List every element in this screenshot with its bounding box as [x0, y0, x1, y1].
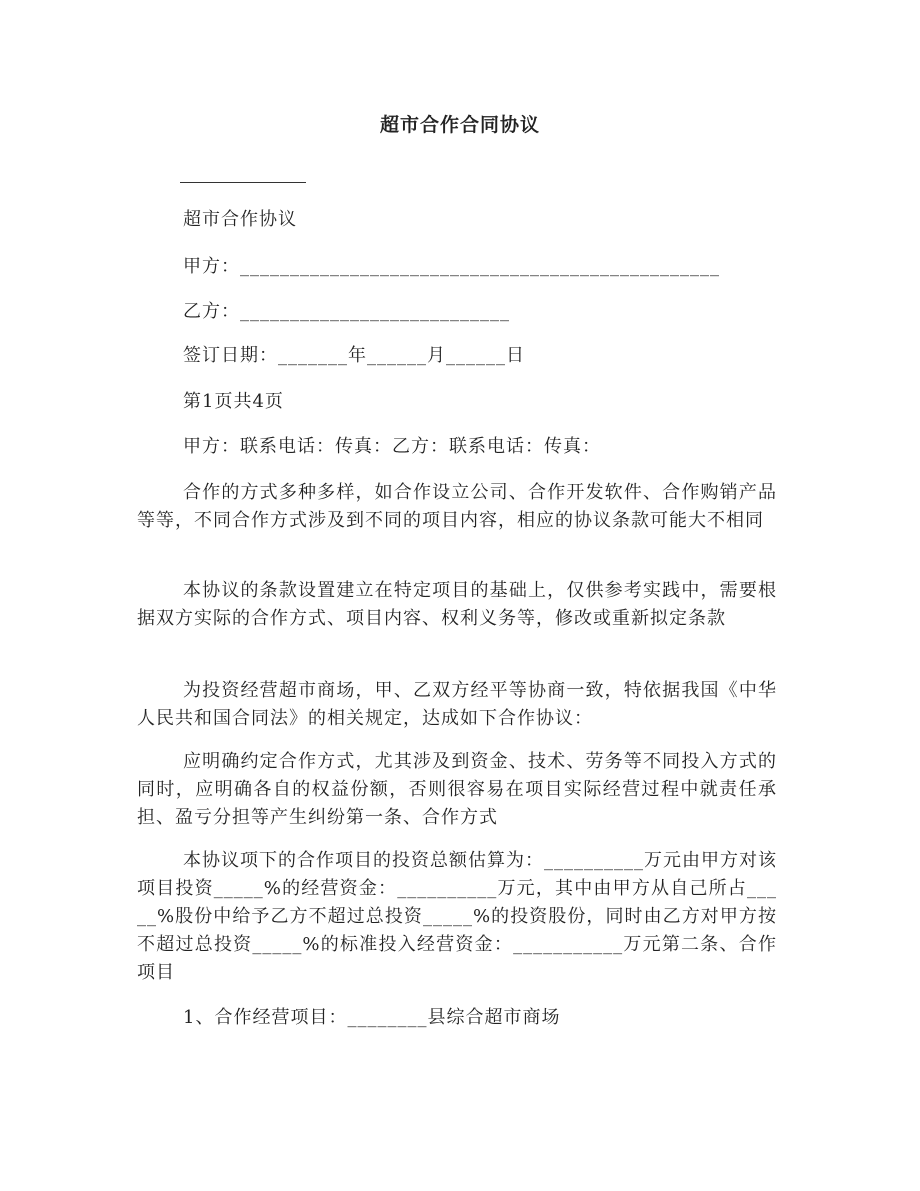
sign-date-line: 签订日期：_______年______月______日	[183, 345, 525, 366]
paragraph-project-item: 1、合作经营项目：________县综合超市商场	[183, 1007, 561, 1028]
party-b-line: 乙方：___________________________	[183, 301, 510, 322]
document-title: 超市合作合同协议	[379, 114, 540, 136]
party-a-line: 甲方：________________________________________________	[183, 256, 720, 277]
contact-line: 甲方：联系电话：传真：乙方：联系电话：传真：	[183, 436, 601, 457]
paragraph-article-one: 应明确约定合作方式，尤其涉及到资金、技术、劳务等不同投入方式的同时，应明确各自的权益份额，否则很容易在项目实际经营过程中就责任承担、盈亏分担等产生纠纷第一条、合作方式	[137, 751, 777, 828]
paragraph-cooperation-methods: 合作的方式多种多样，如合作设立公司、合作开发软件、合作购销产品等等，不同合作方式涉及到不同的项目内容，相应的协议条款可能大不相同	[137, 482, 777, 531]
paragraph-agreement-purpose: 为投资经营超市商场，甲、乙双方经平等协商一致，特依据我国《中华人民共和国合同法》的相关规定，达成如下合作协议：	[137, 680, 777, 729]
paragraph-terms-basis: 本协议的条款设置建立在特定项目的基础上，仅供参考实践中，需要根据双方实际的合作方式、项目内容、权利义务等，修改或重新拟定条款	[137, 580, 777, 629]
agreement-subtitle: 超市合作协议	[183, 209, 297, 230]
page-info: 第1页共4页	[183, 391, 284, 412]
header-rule	[180, 182, 306, 183]
paragraph-investment: 本协议项下的合作项目的投资总额估算为：__________万元由甲方对该项目投资_____%的经营资金：__________万元，其中由甲方从自己所占_____%股份中给予乙方不超过总投资_____%的投资股份，同时由乙方对甲方按不超过总投资_____%的标准投入经营资金：___________万元第二条、合作项目	[137, 850, 777, 983]
